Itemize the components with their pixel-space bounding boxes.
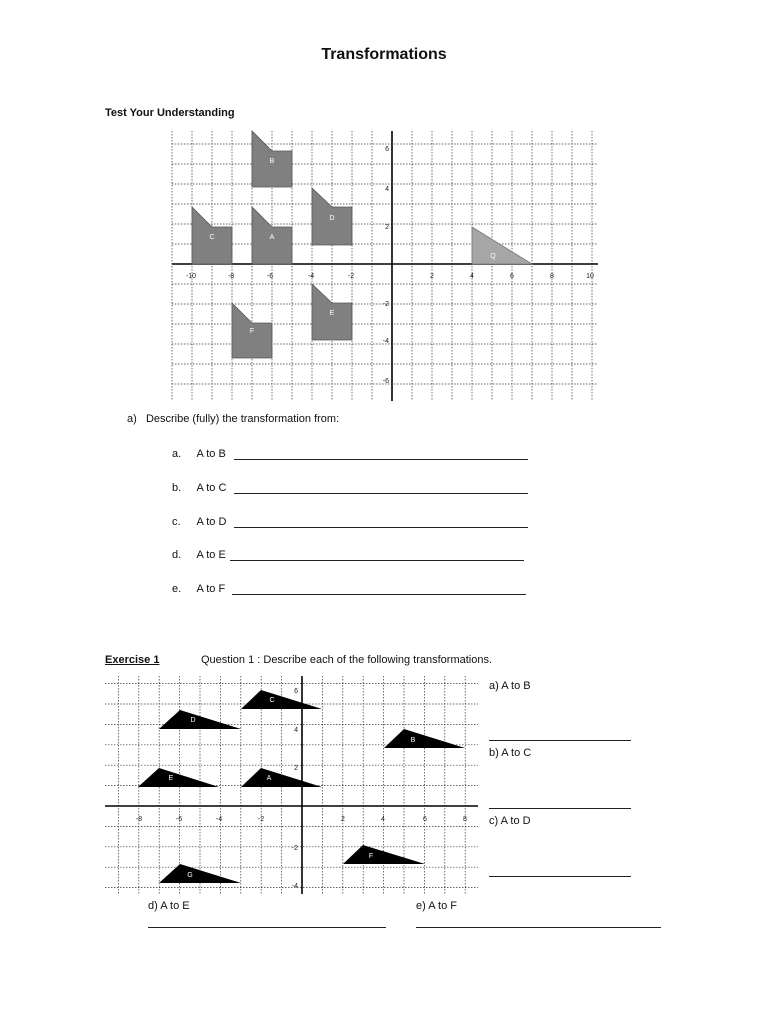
shape-e [138,768,219,787]
shape-label: F [249,328,255,335]
shape-label: E [168,775,174,782]
shape-label: G [187,872,193,879]
y-tick-label: 6 [294,688,298,695]
section-heading: Test Your Understanding [105,107,235,119]
shape-label: D [190,717,196,724]
x-tick-label: -8 [135,816,143,823]
sub-question-letter: e. [172,583,182,595]
answer-line[interactable] [230,560,524,561]
x-tick-label: 6 [510,273,514,280]
exercise-heading: Exercise 1 [105,654,160,666]
answer-line[interactable] [234,527,528,528]
sub-question [172,549,226,561]
x-tick-label: -4 [215,816,223,823]
shape-q [472,227,532,264]
sub-question-letter: b. [172,482,182,494]
shape-g [159,864,241,883]
shape-f [343,845,425,864]
answer-line[interactable] [489,876,631,877]
sub-question [172,583,225,595]
sub-question-text: A to C [196,482,227,494]
shape-label: E [329,310,335,317]
page-title: Transformations [321,46,447,63]
shape-label: D [329,215,335,222]
x-tick-label: 4 [381,816,385,823]
shape-label: A [266,775,272,782]
sub-question-text: A to F [196,583,226,595]
right-question: b) A to C [489,747,532,759]
x-tick-label: -4 [307,273,315,280]
sub-question-text: A to E [196,549,226,561]
x-tick-label: -6 [266,273,274,280]
y-tick-label: -6 [382,378,389,385]
x-tick-label: 2 [341,816,345,823]
sub-question-letter: a. [172,448,182,460]
answer-line[interactable] [489,808,631,809]
answer-line[interactable] [148,927,386,928]
y-tick-label: -2 [291,845,298,852]
y-tick-label: -2 [382,301,389,308]
x-tick-label: 4 [470,273,474,280]
x-tick-label: -2 [347,273,355,280]
shape-label: B [269,158,275,165]
answer-line[interactable] [489,740,631,741]
y-tick-label: 6 [385,146,389,153]
x-tick-label: 8 [550,273,554,280]
y-tick-label: 4 [294,727,298,734]
exercise-question: Question 1 : Describe each of the following transformations. [201,654,493,666]
shape-b [384,729,465,748]
right-question: a) A to B [489,680,531,692]
shape-label: F [368,853,374,860]
question-a: a) Describe (fully) the transformation from: [127,413,340,425]
shape-label: C [209,234,215,241]
y-tick-label: -4 [382,338,389,345]
shape-label: B [410,737,416,744]
bottom-question: e) A to F [416,900,457,912]
answer-line[interactable] [232,594,526,595]
sub-question-text: A to B [196,448,226,460]
sub-question [172,448,226,460]
transformations-grid-2 [102,672,482,897]
x-tick-label: -6 [175,816,183,823]
x-tick-label: 10 [586,273,594,280]
shape-label: A [269,234,275,241]
transformations-grid-1 [165,125,605,410]
y-tick-label: 2 [294,765,298,772]
x-tick-label: -8 [227,273,235,280]
x-tick-label: -10 [185,273,197,280]
y-tick-label: 2 [385,224,389,231]
answer-line[interactable] [416,927,661,928]
sub-question-letter: d. [172,549,182,561]
x-tick-label: 8 [463,816,467,823]
bottom-question: d) A to E [148,900,190,912]
shape-a [241,768,322,787]
x-tick-label: 6 [423,816,427,823]
sub-question-letter: c. [172,516,181,528]
answer-line[interactable] [234,459,528,460]
sub-question-text: A to D [196,516,227,528]
x-tick-label: -2 [257,816,265,823]
answer-line[interactable] [234,493,528,494]
y-tick-label: 4 [385,186,389,193]
x-tick-label: 2 [430,273,434,280]
y-tick-label: -4 [291,883,298,890]
sub-question [172,516,226,528]
shape-label: C [269,697,275,704]
shape-label: Q [490,253,496,260]
shape-c [241,690,322,709]
sub-question [172,482,226,494]
right-question: c) A to D [489,815,531,827]
